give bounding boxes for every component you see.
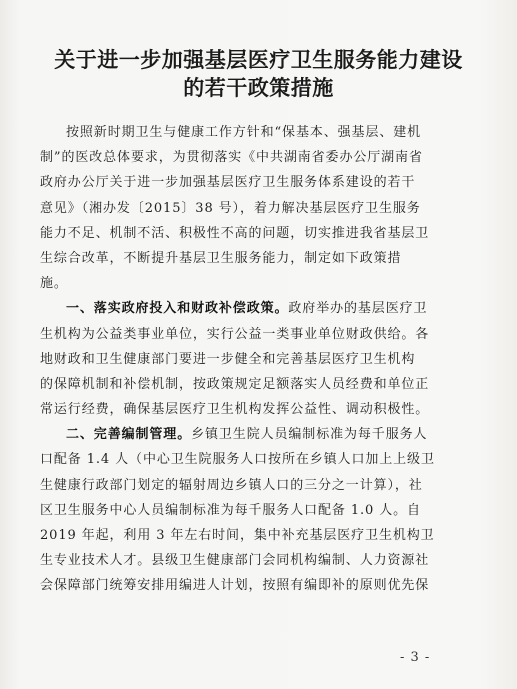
section2-line: 会保障部门统筹安排用编进人计划，按照有编即补的原则优先保 xyxy=(40,578,430,594)
section2-first-line xyxy=(40,422,477,447)
section2-heading: 二、完善编制管理。 xyxy=(66,427,192,443)
section1-line: 生机构为公益类事业单位，实行公益一类事业单位财政供给。各 xyxy=(40,326,430,342)
intro-line: 生综合改革，不断提升基层卫生服务能力，制定如下政策措 xyxy=(40,250,402,266)
section2-line: 区卫生服务中心人员编制标准为每千服务人口配备 1.0 人。自 xyxy=(40,502,421,518)
section1-heading: 一、落实政府投入和财政补偿政策。 xyxy=(66,301,289,317)
intro-line: 制”的医改总体要求，为贯彻落实《中共湖南省委办公厅湖南省 xyxy=(40,150,423,166)
section2-line: 口配备 1.4 人（中心卫生院服务人口按所在乡镇人口加上上级卫 xyxy=(40,452,435,468)
section1-line: 地财政和卫生健康部门要进一步健全和完善基层医疗卫生机构 xyxy=(40,351,416,367)
intro-line: 能力不足、机制不活、积极性不高的问题，切实推进我省基层卫 xyxy=(40,225,430,241)
intro-line: 意见》（湘办发〔2015〕38 号），着力解决基层医疗卫生服务 xyxy=(40,200,421,216)
document-title-line2: 的若干政策措施 xyxy=(183,76,334,100)
section1-text: 政府举办的基层医疗卫 xyxy=(288,301,428,317)
section1-first-line xyxy=(40,296,477,321)
section1-line: 的保障机制和补偿机制，按政策规定足额落实人员经费和单位正 xyxy=(40,376,430,392)
document-body xyxy=(40,120,477,599)
section1-line: 常运行经费，确保基层医疗卫生机构发挥公益性、调动积极性。 xyxy=(40,402,430,418)
section2-line: 生专业技术人才。县级卫生健康部门会同机构编制、人力资源社 xyxy=(40,553,430,569)
intro-line: 按照新时期卫生与健康工作方针和“保基本、强基层、建机 xyxy=(66,125,422,140)
page-number: - 3 - xyxy=(400,650,431,665)
section2-line: 生健康行政部门划定的辐射周边乡镇人口的三分之一计算），社 xyxy=(40,477,423,493)
section2-line: 2019 年起，利用 3 年左右时间，集中补充基层医疗卫生机构卫 xyxy=(40,528,435,543)
intro-line: 政府办公厅关于进一步加强基层医疗卫生服务体系建设的若干 xyxy=(40,175,416,191)
intro-line: 施。 xyxy=(40,276,68,292)
document-title-line1: 关于进一步加强基层医疗卫生服务能力建设 xyxy=(54,48,463,72)
section2-text: 乡镇卫生院人员编制标准为每千服务人 xyxy=(191,427,428,443)
